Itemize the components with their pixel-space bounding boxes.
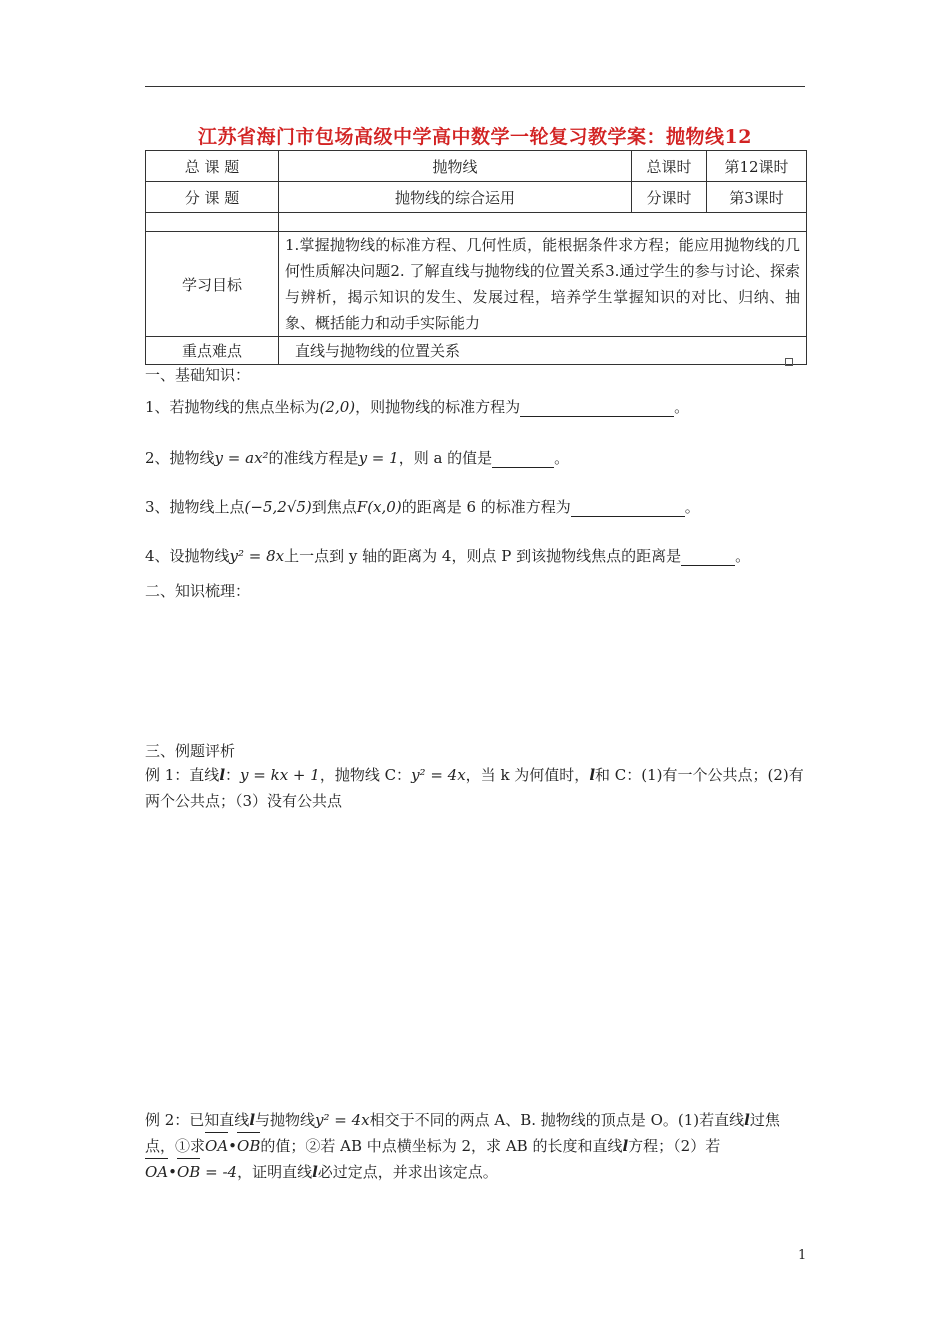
q3-answer-blank[interactable] [571,500,685,517]
ex1-text-d: 和 C：(1)有一个公共点；(2)有两个公共点；（3）没有公共点 [145,766,804,810]
ex2-text-a: 例 2：已知直线 [145,1111,250,1129]
q3-math-1: (−5,2√5) [244,498,312,516]
table-cell: 第12课时 [707,151,807,182]
vector-oa: OA [205,1133,228,1159]
table-row [146,182,807,213]
q4-math: y² = 8x [229,547,285,565]
q4-end: 。 [735,547,751,565]
section-knowledge-review: 二、知识梳理： [145,582,251,600]
document-title: 江苏省海门市包场高级中学高中数学一轮复习教学案：抛物线12 [198,126,752,148]
q1-math: (2,0) [319,398,356,416]
q2-text-b: 的准线方程是 [268,449,359,467]
table-cell: 第3课时 [707,182,807,213]
ex2-text-h: ，证明直线 [237,1163,313,1181]
q3-text-b: 到焦点 [311,498,357,516]
table-cell: 分课时 [632,182,707,213]
q3-end: 。 [684,498,700,516]
q2-math-2: y = 1 [358,449,399,467]
ex2-dot-value: = -4 [205,1163,238,1181]
ex2-line-l-3: l [622,1137,629,1155]
goals-label: 学习目标 [146,232,279,337]
table-cell: 总 课 题 [146,151,279,182]
table-cell: 分 课 题 [146,182,279,213]
goals-text: 1.掌握抛物线的标准方程、几何性质，能根据条件求方程；能应用抛物线的几何性质解决问题2. 了解直线与抛物线的位置关系3.通过学生的参与讨论、探索与辨析，揭示知识的发生、发展过程，培养学生掌握知识的对比、归纳、抽象、概括能力和动手实际能力 [279,232,807,337]
question-2 [145,447,569,468]
table-row [146,151,807,182]
ex1-text-a: 例 1：直线 [145,766,220,784]
q3-text-c: 的距离是 6 的标准方程为 [401,498,571,516]
ex2-text-e: 的值；②若 AB 中点横坐标为 2，求 AB 的长度和直线 [260,1137,623,1155]
q1-text-a: 1、若抛物线的焦点坐标为 [145,398,320,416]
q2-math-1: y = ax² [214,449,269,467]
ex2-text-b: 与抛物线 [255,1111,316,1129]
vector-ob-2: OB [177,1159,200,1185]
ex2-text-f: 方程；（2）若 [628,1137,721,1155]
table-cell [279,213,807,232]
table-cell: 抛物线 [279,151,632,182]
key-label: 重点难点 [146,337,279,365]
example-2 [145,1107,807,1185]
vector-oa-2: OA [145,1159,168,1185]
question-4 [145,545,750,566]
dot-operator: • [228,1137,238,1155]
ex2-line-l-4: l [312,1163,318,1181]
table-cell: 抛物线的综合运用 [279,182,632,213]
course-info-table [145,150,807,365]
page-number: 1 [798,1248,807,1263]
key-text: 直线与抛物线的位置关系 [279,337,807,365]
question-3 [145,496,700,517]
q1-text-b: ，则抛物线的标准方程为 [355,398,521,416]
corner-mark [785,358,793,366]
q4-text-a: 4、设抛物线 [145,547,230,565]
ex2-line-l: l [249,1111,256,1129]
ex2-line-l-2: l [744,1111,750,1129]
table-row [146,337,807,365]
question-1 [145,396,689,417]
q3-math-2: F(x,0) [356,498,402,516]
ex2-text-d: 过焦点，①求 [145,1111,780,1155]
q4-text-b: 上一点到 y 轴的距离为 4，则点 P 到该抛物线焦点的距离是 [284,547,682,565]
table-cell: 总课时 [632,151,707,182]
q2-text-a: 2、抛物线 [145,449,215,467]
ex2-text-c: 相交于不同的两点 A、B. 抛物线的顶点是 O。(1)若直线 [369,1111,745,1129]
dot-operator-2: • [168,1163,177,1181]
section-basic-knowledge: 一、基础知识： [145,366,251,384]
q4-answer-blank[interactable] [681,549,735,566]
ex1-line-l-2: l [589,766,596,784]
q1-end: 。 [674,398,690,416]
ex1-eq-2: y² = 4x [411,766,466,784]
q2-text-c: ，则 a 的值是 [398,449,493,467]
ex1-text-b: ，抛物线 C： [319,766,412,784]
q2-end: 。 [554,449,570,467]
ex1-eq-1: y = kx + 1 [240,766,320,784]
table-row [146,232,807,337]
vector-ob: OB [237,1133,260,1159]
header-rule [145,86,805,87]
example-1 [145,762,807,814]
q2-answer-blank[interactable] [492,451,554,468]
ex2-text-i: 必过定点，并求出该定点。 [317,1163,498,1181]
ex1-colon: ： [225,766,241,784]
table-cell [146,213,279,232]
ex1-text-c: ，当 k 为何值时， [465,766,590,784]
ex2-eq: y² = 4x [315,1111,370,1129]
q1-answer-blank[interactable] [520,400,674,417]
ex1-line-l: l [219,766,226,784]
section-examples: 三、例题评析 [145,742,236,760]
table-row [146,213,807,232]
q3-text-a: 3、抛物线上点 [145,498,245,516]
